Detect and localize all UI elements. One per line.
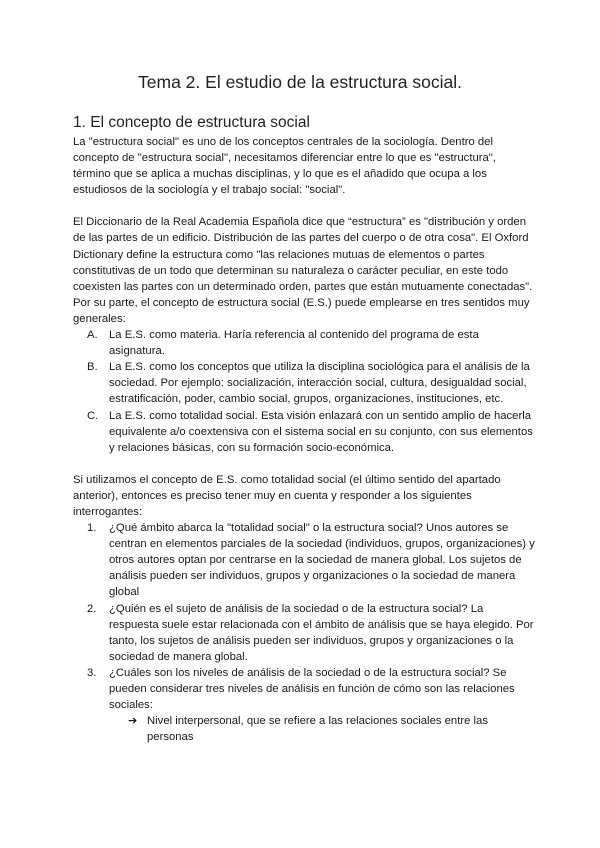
paragraph: El Diccionario de la Real Academia Española dice que “estructura” es "distribución y orden de las partes de un edificio. Distribución de las partes del cuerpo o de otra cosa". El Oxford Dictionary define la estructura como "las relaciones mutuas de elementos o partes constitutivas de un todo que determinan su naturaleza o carácter peculiar, en este todo coexisten las partes con un determinado orden, partes que están mutuamente conectadas". Por su parte, el concepto de estructura social (E.S.) puede emplearse en tres sentidos muy generales: — [73, 216, 533, 325]
list-marker: 2. — [87, 602, 97, 615]
list-item-text: ¿Qué ámbito abarca la "totalidad social" o la estructura social? Unos autores se centran en elementos parciales de la sociedad (individuos, grupos, organizaciones) y otros autores optan por centrarse en la sociedad de manera global. Los sujetos de análisis pueden ser individuos, grupos y organizaciones o la sociedad de manera global — [109, 522, 535, 599]
paragraph-gap — [73, 198, 535, 214]
list-item-text: ¿Quién es el sujeto de análisis de la sociedad o de la estructura social? La respuesta suele estar relacionada con el ámbito de análisis que se haya elegido. Por tanto, los sujetos de análisis pueden ser individuos, grupos y organizaciones o la sociedad de manera global. — [109, 602, 534, 663]
list-marker: A. — [87, 329, 98, 342]
paragraph: La "estructura social" es uno de los conceptos centrales de la sociología. Dentro del concepto de "estructura social", necesitamos diferenciar entre lo que es "estructura", término que se aplica a muchas disciplinas, y lo que es el añadido que ocupa a los estudiosos de la sociología y el trabajo social: "social". — [73, 136, 496, 197]
numbered-list-item — [73, 601, 535, 665]
paragraph: Si utilizamos el concepto de E.S. como totalidad social (el último sentido del apartado anterior), entonces es preciso tener muy en cuenta y responder a los siguientes interrogantes: — [73, 473, 501, 518]
document-body — [73, 134, 535, 745]
numbered-list-item — [73, 520, 535, 600]
section-heading: 1. El concepto de estructura social — [73, 114, 310, 131]
list-item-text: La E.S. como totalidad social. Esta visión enlazará con un sentido amplio de hacerla equivalente a/o coextensiva con el sistema social en su conjunto, con sus elementos y relaciones básicas, con su formación socio-económica. — [109, 409, 533, 454]
page-title: Tema 2. El estudio de la estructura social. — [138, 72, 462, 92]
list-marker: 1. — [87, 522, 97, 535]
numbered-list-item — [73, 665, 535, 713]
list-item-text: Nivel interpersonal, que se refiere a las relaciones sociales entre las personas — [147, 715, 488, 744]
list-marker: B. — [87, 361, 98, 374]
lettered-list-item — [73, 408, 535, 456]
arrow-list-item — [73, 713, 535, 745]
lettered-list-item — [73, 359, 535, 407]
list-item-text: ¿Cuáles son los niveles de análisis de la sociedad o de la estructura social? Se pueden considerar tres niveles de análisis en función de cómo son las relaciones sociales: — [109, 666, 515, 712]
list-item-text: La E.S. como materia. Haría referencia al contenido del programa de esta asignatura. — [109, 329, 479, 358]
list-marker: C. — [87, 409, 99, 422]
paragraph-gap — [73, 456, 535, 472]
list-item-text: La E.S. como los conceptos que utiliza la disciplina sociológica para el análisis de la sociedad. Por ejemplo: socialización, interacción social, cultura, desigualdad social, estratificación, poder, cambio social, grupos, organizaciones, instituciones, etc. — [109, 361, 530, 406]
list-marker: 3. — [87, 666, 97, 679]
lettered-list-item — [73, 327, 535, 359]
arrow-right-icon: ➔ — [128, 715, 138, 728]
